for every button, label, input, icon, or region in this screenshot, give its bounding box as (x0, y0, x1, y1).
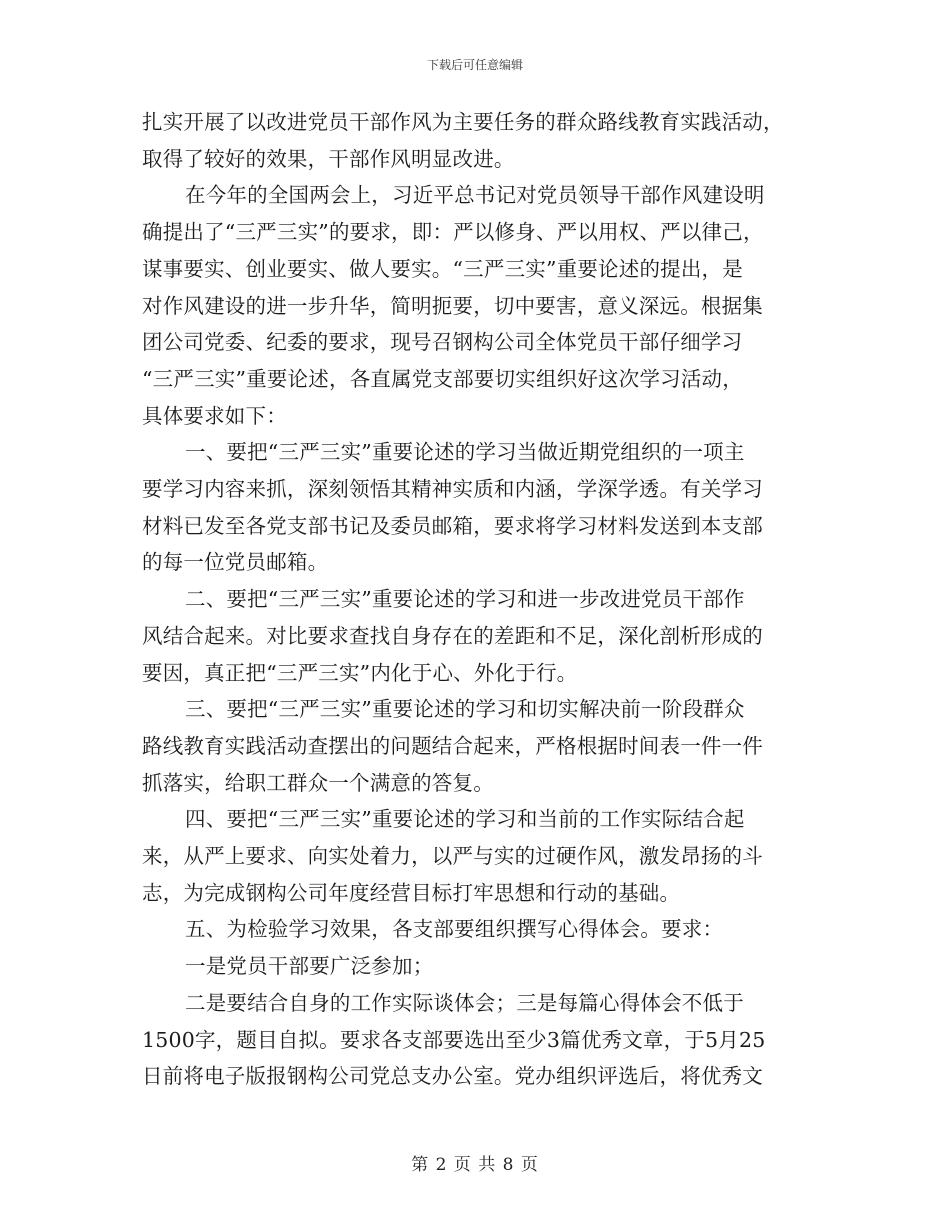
text-line: 志，为完成钢构公司年度经营目标打牢思想和行动的基础。 (142, 880, 681, 905)
text-line: 五、为检验学习效果，各支部要组织撰写心得体会。要求： (185, 917, 724, 942)
text-line: “三严三实”重要论述，各直属党支部要切实组织好这次学习活动， (142, 366, 743, 391)
text-line: 对作风建设的进一步升华，简明扼要，切中要害，意义深远。根据集 (142, 293, 763, 318)
text-line: 的每一位党员邮箱。 (142, 550, 329, 575)
text-line: 日前将电子版报钢构公司党总支办公室。党办组织评选后，将优秀文 (142, 1064, 763, 1089)
text-line: 四、要把“三严三实”重要论述的学习和当前的工作实际结合起 (185, 807, 745, 832)
text-line: 路线教育实践活动查摆出的问题结合起来，严格根据时间表一件一件 (142, 733, 763, 758)
text-line: 确提出了“三严三实”的要求，即：严以修身、严以用权、严以律己， (142, 220, 764, 245)
body-text (142, 104, 808, 1095)
text-line: 三、要把“三严三实”重要论述的学习和切实解决前一阶段群众 (185, 697, 745, 722)
text-line: 一是党员干部要广泛参加； (185, 954, 434, 979)
text-line: 抓落实，给职工群众一个满意的答复。 (142, 770, 494, 795)
text-line: 团公司党委、纪委的要求，现号召钢构公司全体党员干部仔细学习 (142, 330, 743, 355)
text-line: 风结合起来。对比要求查找自身存在的差距和不足，深化剖析形成的 (142, 623, 763, 648)
text-line: 1500字，题目自拟。要求各支部要选出至少3篇优秀文章，于5月25 (142, 1027, 766, 1052)
text-line: 在今年的全国两会上，习近平总书记对党员领导干部作风建设明 (185, 183, 765, 208)
page-header: 下载后可任意编辑 (426, 58, 523, 72)
page-footer: 第 2 页 共 8 页 (411, 1155, 539, 1175)
text-line: 要因，真正把“三严三实”内化于心、外化于行。 (142, 660, 578, 685)
text-line: 二、要把“三严三实”重要论述的学习和进一步改进党员干部作 (185, 587, 745, 612)
text-line: 二是要结合自身的工作实际谈体会；三是每篇心得体会不低于 (185, 990, 744, 1015)
text-line: 来，从严上要求、向实处着力，以严与实的过硬作风，激发昂扬的斗 (142, 844, 763, 869)
text-line: 要学习内容来抓，深刻领悟其精神实质和内涵，学深学透。有关学习 (142, 477, 763, 502)
text-line: 材料已发至各党支部书记及委员邮箱，要求将学习材料发送到本支部 (142, 513, 763, 538)
text-line: 取得了较好的效果，干部作风明显改进。 (142, 146, 515, 171)
text-line: 具体要求如下： (142, 403, 287, 428)
text-line: 谋事要实、创业要实、做人要实。“三严三实”重要论述的提出，是 (142, 256, 743, 281)
text-line: 一、要把“三严三实”重要论述的学习当做近期党组织的一项主 (185, 440, 745, 465)
text-line: 扎实开展了以改进党员干部作风为主要任务的群众路线教育实践活动， (142, 110, 784, 134)
